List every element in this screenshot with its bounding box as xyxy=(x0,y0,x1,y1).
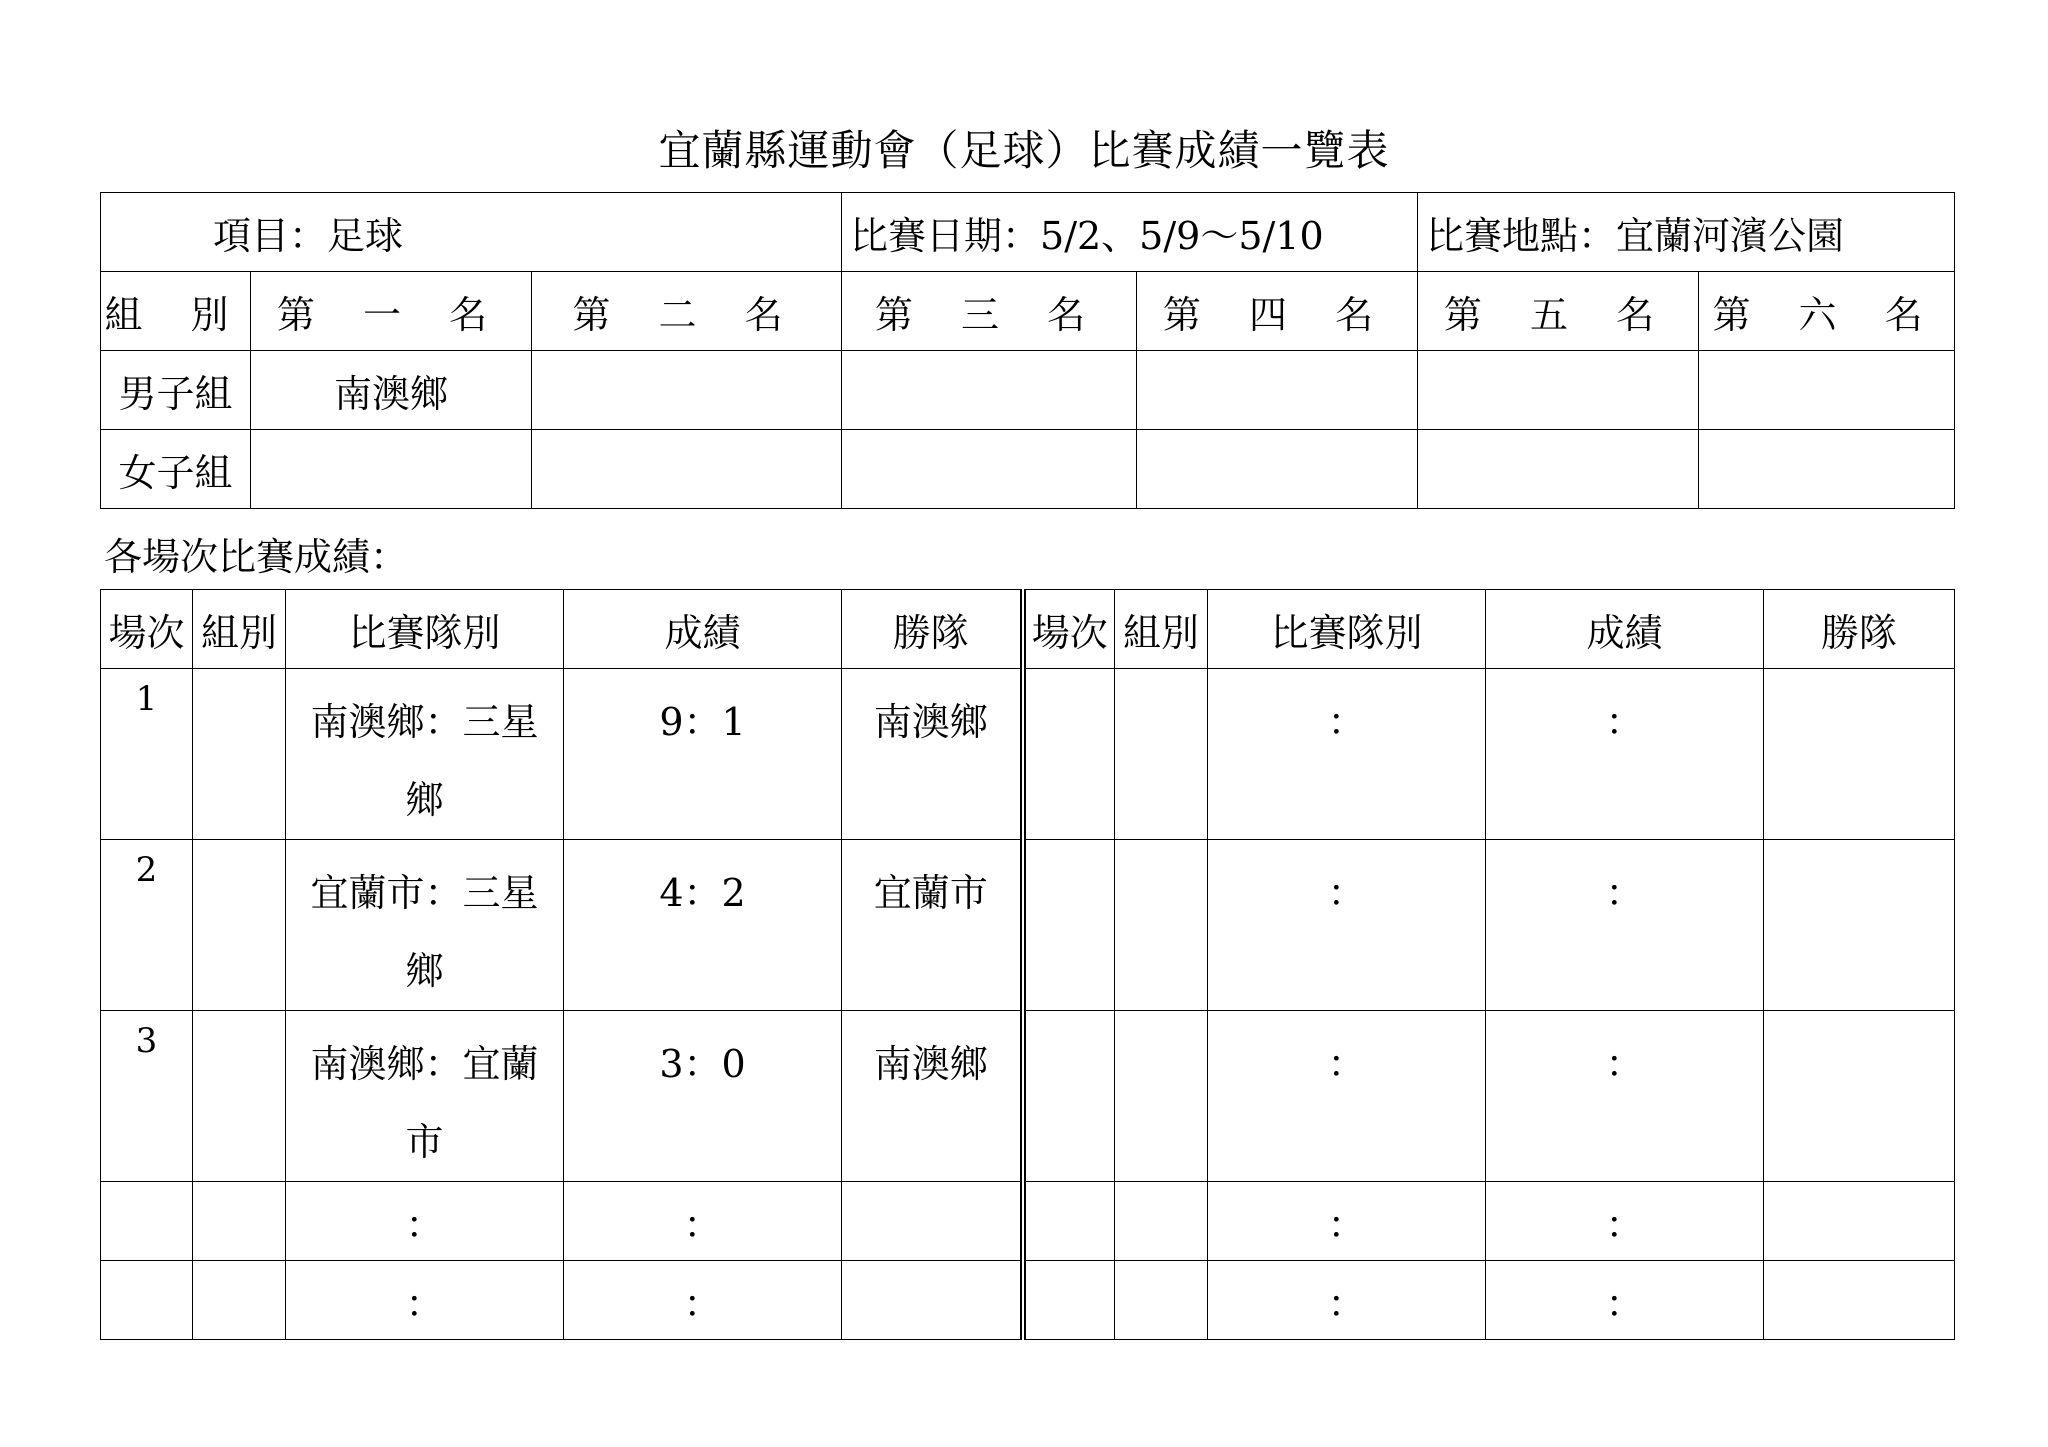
match-winner xyxy=(1764,1182,1955,1261)
place-cell xyxy=(1137,351,1418,430)
match-teams: ： xyxy=(1208,1261,1486,1340)
match-teams: 宜蘭市：三星鄉 xyxy=(286,840,564,1011)
place-cell xyxy=(1418,430,1699,509)
match-teams: 南澳鄉：三星鄉 xyxy=(286,669,564,840)
match-no xyxy=(1023,669,1115,840)
match-winner: 南澳鄉 xyxy=(842,669,1023,840)
header-place-2: 第 二 名 xyxy=(532,272,842,351)
match-score: ： xyxy=(1486,1261,1764,1340)
event-item: 項目：足球 xyxy=(101,193,842,272)
result-row xyxy=(101,1011,1955,1182)
ranking-header-row xyxy=(101,272,1955,351)
match-group xyxy=(1115,1182,1208,1261)
match-winner: 南澳鄉 xyxy=(842,1011,1023,1182)
result-row xyxy=(101,840,1955,1011)
match-teams: ： xyxy=(1208,1182,1486,1261)
match-teams: ： xyxy=(1208,669,1486,840)
result-row xyxy=(101,1261,1955,1340)
match-no xyxy=(101,1182,193,1261)
match-winner xyxy=(842,1182,1023,1261)
place-cell xyxy=(1699,430,1955,509)
match-score: ： xyxy=(564,1182,842,1261)
match-group xyxy=(1115,669,1208,840)
place-cell xyxy=(1418,351,1699,430)
match-teams: ： xyxy=(1208,840,1486,1011)
header-teams: 比賽隊別 xyxy=(286,590,564,669)
match-score: ： xyxy=(564,1261,842,1340)
match-score: ： xyxy=(1486,1182,1764,1261)
place-cell xyxy=(1699,351,1955,430)
match-group xyxy=(193,840,286,1011)
header-winner: 勝隊 xyxy=(842,590,1023,669)
match-no: 3 xyxy=(101,1011,193,1182)
header-group: 組 別 xyxy=(101,272,251,351)
match-teams: ： xyxy=(286,1182,564,1261)
page-title: 宜蘭縣運動會（足球）比賽成績一覽表 xyxy=(658,126,1390,175)
match-score: ： xyxy=(1486,840,1764,1011)
place-cell: 南澳鄉 xyxy=(251,351,532,430)
match-teams: ： xyxy=(286,1261,564,1340)
header-winner: 勝隊 xyxy=(1764,590,1955,669)
header-match-no: 場次 xyxy=(1023,590,1115,669)
match-winner xyxy=(1764,1011,1955,1182)
match-teams: 南澳鄉：宜蘭市 xyxy=(286,1011,564,1182)
group-label: 男子組 xyxy=(101,351,251,430)
header-match-no: 場次 xyxy=(101,590,193,669)
header-group: 組別 xyxy=(193,590,286,669)
header-place-6: 第 六 名 xyxy=(1699,272,1955,351)
place-cell xyxy=(842,430,1137,509)
result-row xyxy=(101,1182,1955,1261)
match-group xyxy=(1115,1261,1208,1340)
match-group xyxy=(193,1011,286,1182)
match-winner xyxy=(1764,840,1955,1011)
header-score: 成績 xyxy=(564,590,842,669)
header-place-1: 第 一 名 xyxy=(251,272,532,351)
match-no xyxy=(1023,840,1115,1011)
match-group xyxy=(1115,840,1208,1011)
group-label: 女子組 xyxy=(101,430,251,509)
match-no: 2 xyxy=(101,840,193,1011)
match-group xyxy=(1115,1011,1208,1182)
match-no: 1 xyxy=(101,669,193,840)
match-no xyxy=(1023,1011,1115,1182)
results-header-row xyxy=(101,590,1955,669)
header-place-5: 第 五 名 xyxy=(1418,272,1699,351)
ranking-table xyxy=(100,192,1955,509)
place-cell xyxy=(842,351,1137,430)
match-no xyxy=(1023,1182,1115,1261)
match-winner xyxy=(1764,669,1955,840)
place-cell xyxy=(532,430,842,509)
match-score: ： xyxy=(1486,1011,1764,1182)
header-score: 成績 xyxy=(1486,590,1764,669)
header-place-4: 第 四 名 xyxy=(1137,272,1418,351)
place-cell xyxy=(532,351,842,430)
match-winner xyxy=(842,1261,1023,1340)
match-dates: 比賽日期：5/2、5/9～5/10 xyxy=(842,193,1418,272)
match-group xyxy=(193,1261,286,1340)
match-score: 4：2 xyxy=(564,840,842,1011)
match-no xyxy=(1023,1261,1115,1340)
match-teams: ： xyxy=(1208,1011,1486,1182)
match-score: ： xyxy=(1486,669,1764,840)
header-group: 組別 xyxy=(1115,590,1208,669)
match-group xyxy=(193,669,286,840)
result-row xyxy=(101,669,1955,840)
info-row xyxy=(101,193,1955,272)
match-score: 3：0 xyxy=(564,1011,842,1182)
match-winner xyxy=(1764,1261,1955,1340)
ranking-row-men xyxy=(101,351,1955,430)
header-teams: 比賽隊別 xyxy=(1208,590,1486,669)
place-cell xyxy=(1137,430,1418,509)
ranking-row-women xyxy=(101,430,1955,509)
place-cell xyxy=(251,430,532,509)
match-winner: 宜蘭市 xyxy=(842,840,1023,1011)
header-place-3: 第 三 名 xyxy=(842,272,1137,351)
match-results-table xyxy=(100,589,1955,1340)
match-results-label: 各場次比賽成績： xyxy=(104,535,409,579)
match-group xyxy=(193,1182,286,1261)
match-venue: 比賽地點：宜蘭河濱公園 xyxy=(1418,193,1955,272)
match-score: 9：1 xyxy=(564,669,842,840)
match-no xyxy=(101,1261,193,1340)
